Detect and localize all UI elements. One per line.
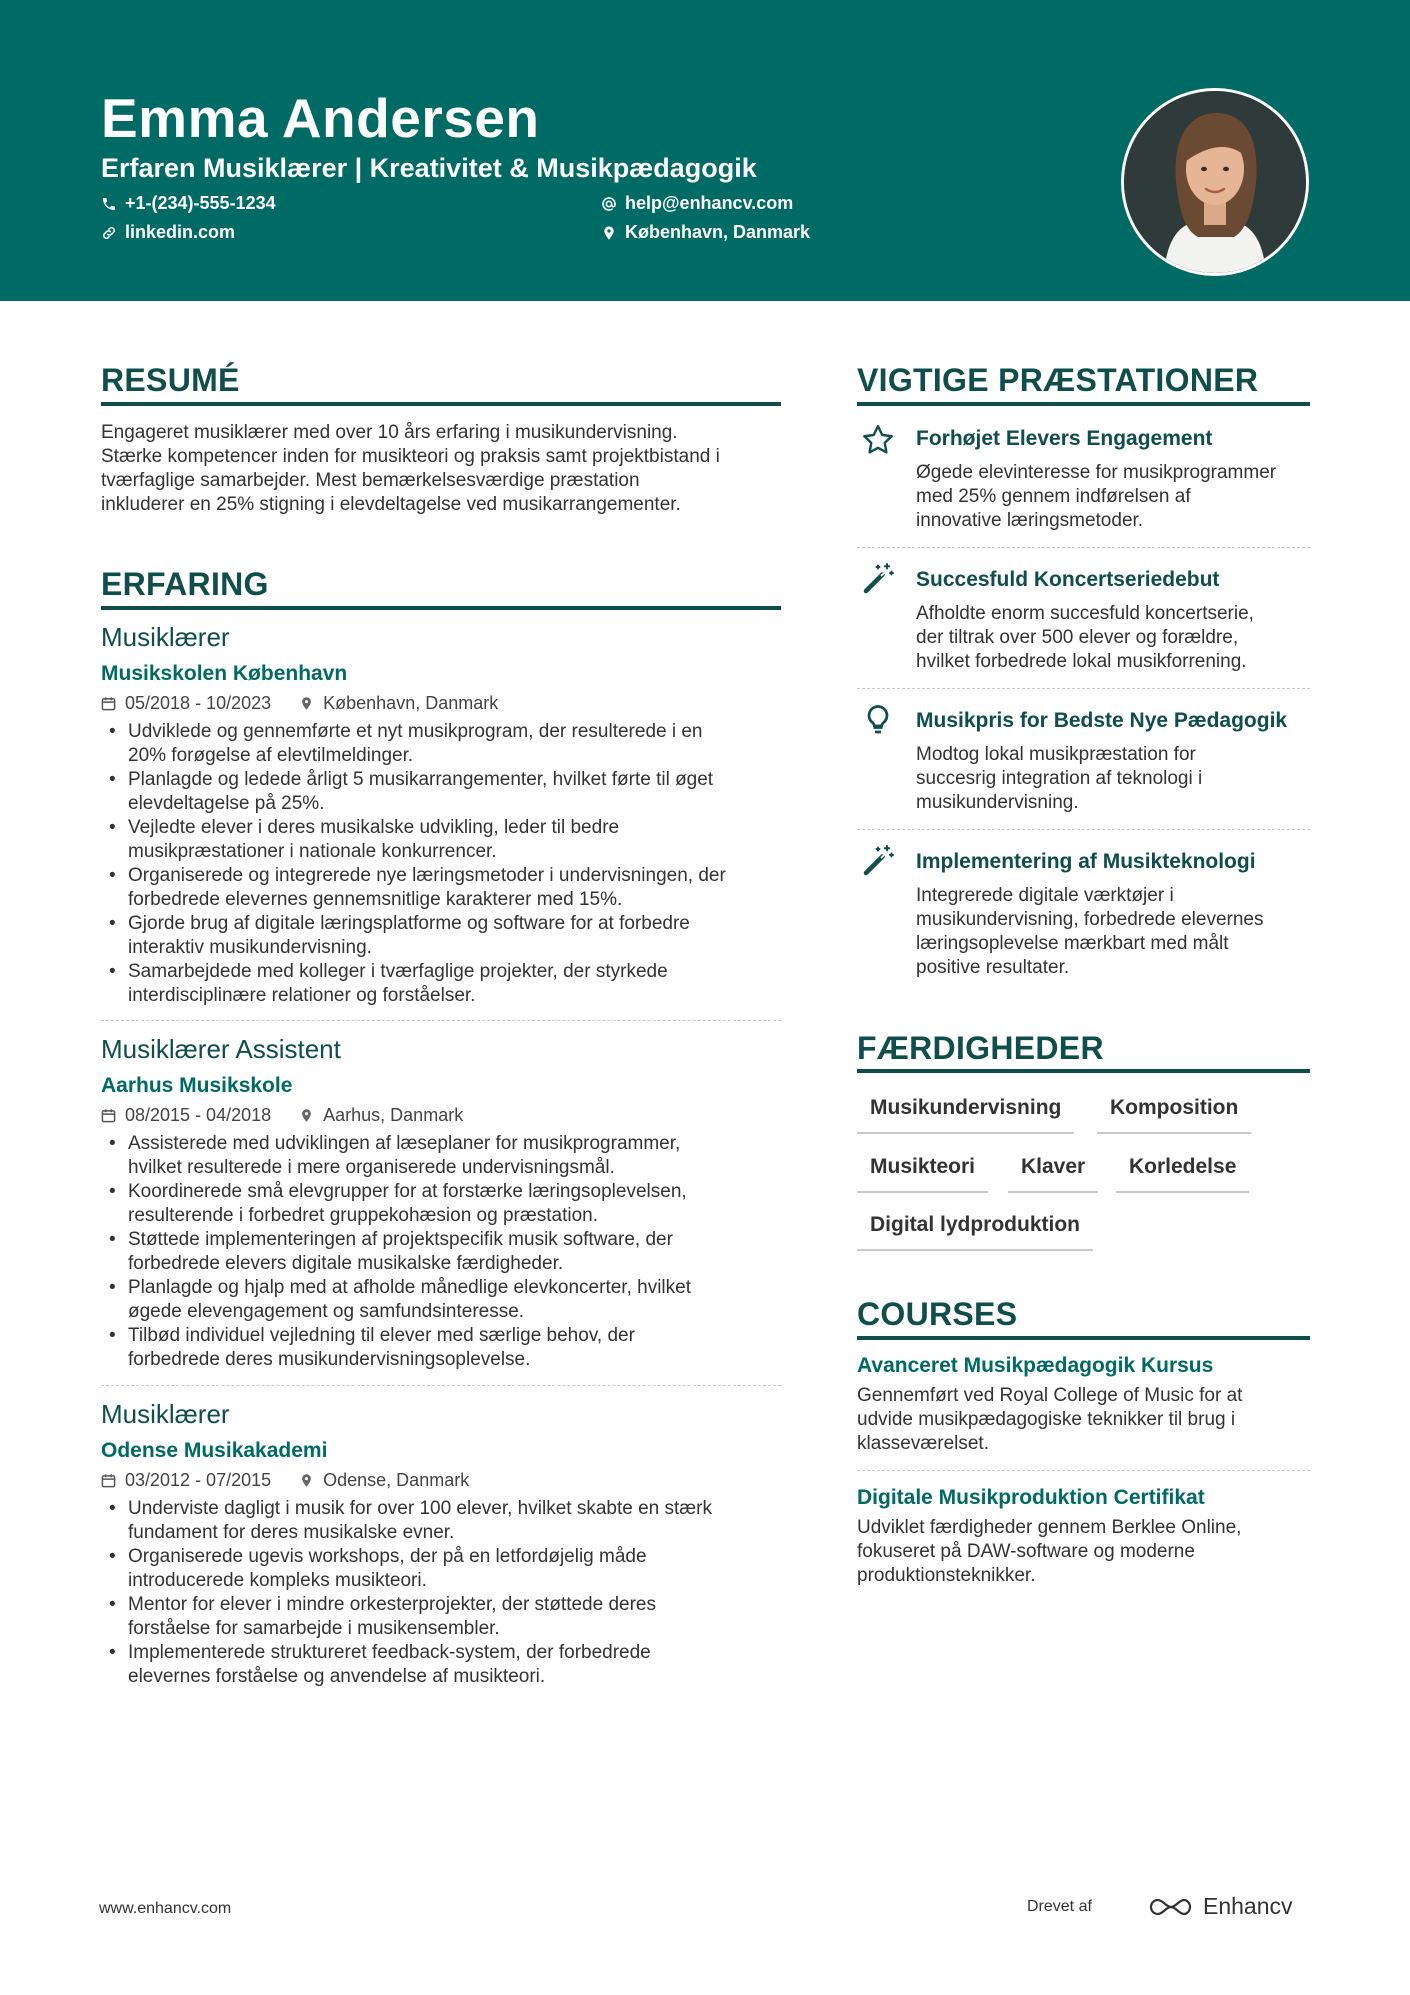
experience-heading: ERFARING [101, 566, 269, 602]
linkedin-text: linkedin.com [125, 222, 236, 242]
skill-tag: Digital lydproduktion [857, 1213, 1093, 1251]
skill-tag: Klaver [1008, 1155, 1098, 1193]
summary-line: tværfaglige samarbejder. Mest bemærkelsesværdige præstation [101, 470, 640, 491]
job-location: Aarhus, Danmark [323, 1105, 464, 1125]
divider [857, 829, 1310, 830]
job-company: Aarhus Musikskole [101, 1074, 293, 1097]
location-pin-icon [299, 1108, 314, 1123]
skills-heading: FÆRDIGHEDER [857, 1030, 1104, 1066]
list-item: • Mentor for elever i mindre orkesterprojekter, der støttede deres forståelse for samarbejde i musikensembler. [101, 1593, 781, 1641]
skill-tag: Komposition [1097, 1096, 1251, 1134]
job-dates: 03/2012 - 07/2015 [125, 1470, 272, 1490]
list-item: • Planlagde og ledede årligt 5 musikarrangementer, hvilket førte til øget elevdeltagelse på 25%. [101, 768, 781, 816]
achievement-title: Forhøjet Elevers Engagement [916, 427, 1213, 450]
list-item: • Assisterede med udviklingen af læseplaner for musikprogrammer, hvilket resulterede i mere organiserede undervisningsmål. [101, 1132, 781, 1180]
course-title: Avanceret Musikpædagogik Kursus [857, 1354, 1214, 1377]
location-pin-icon [601, 225, 617, 241]
job-location: Odense, Danmark [323, 1470, 470, 1490]
list-item: • Planlagde og hjalp med at afholde månedlige elevkoncerter, hvilket øgede elevengagement og samfundsinteresse. [101, 1276, 781, 1324]
course-title: Digitale Musikproduktion Certifikat [857, 1486, 1205, 1509]
list-item: • Implementerede struktureret feedback-system, der forbedrede elevernes forståelse og anvendelse af musikteori. [101, 1641, 781, 1689]
at-icon [601, 196, 617, 212]
job-role: Musiklærer Assistent [101, 1034, 341, 1064]
achievement-desc: Afholdte enorm succesfuld koncertserie, der tiltrak over 500 elever og forældre, hvilket forbedrede lokal musikforrening. [916, 603, 1254, 672]
achievements-rule [857, 402, 1310, 406]
divider [857, 688, 1310, 689]
lightbulb-icon [860, 702, 896, 738]
list-item: • Samarbejdede med kolleger i tværfaglige projekter, der styrkede interdisciplinære relationer og forståelser. [101, 960, 781, 1008]
contact-phone[interactable] [101, 193, 276, 214]
contact-email[interactable] [601, 193, 793, 214]
job-role: Musiklærer [101, 1399, 230, 1429]
summary-line: Stærke kompetencer inden for musikteori og praksis samt projektbistand i [101, 446, 720, 467]
contact-location [601, 222, 810, 243]
experience-rule [101, 606, 781, 610]
list-item: • Underviste dagligt i musik for over 100 elever, hvilket skabte en stærk fundament for deres musikalske evner. [101, 1497, 781, 1545]
achievements-heading: VIGTIGE PRÆSTATIONER [857, 362, 1259, 398]
divider [101, 1020, 781, 1021]
list-item: • Koordinerede små elevgrupper for at forstærke læringsoplevelsen, resulterende i forbedret gruppekohæsion og præstation. [101, 1180, 781, 1228]
list-item: • Organiserede og integrerede nye læringsmetoder i undervisningen, der forbedrede elevernes gennemsnitlige karakterer med 15%. [101, 864, 781, 912]
list-item: • Udviklede og gennemførte et nyt musikprogram, der resulterede i en 20% forøgelse af elevtilmeldinger. [101, 720, 781, 768]
achievement-desc: Modtog lokal musikpræstation for succesrig integration af teknologi i musikundervisning. [916, 744, 1203, 813]
list-item: • Støttede implementeringen af projektspecifik musik software, der forbedrede elevers digitale musikalske færdigheder. [101, 1228, 781, 1276]
list-item: • Vejledte elever i deres musikalske udvikling, leder til bedre musikpræstationer i nationale konkurrencer. [101, 816, 781, 864]
enhancv-brand: Enhancv [1203, 1893, 1293, 1919]
link-icon [101, 225, 117, 241]
enhancv-logo[interactable] [1147, 1893, 1293, 1920]
contact-linkedin[interactable] [101, 222, 235, 243]
skills-rule [857, 1069, 1310, 1073]
job-company: Musikskolen København [101, 662, 348, 685]
list-item: • Gjorde brug af digitale læringsplatforme og software for at forbedre interaktiv musikundervisning. [101, 912, 781, 960]
divider [101, 1385, 781, 1386]
achievement-title: Musikpris for Bedste Nye Pædagogik [916, 709, 1288, 732]
phone-text: +1-(234)-555-1234 [125, 193, 276, 213]
summary-text [101, 421, 801, 517]
job-bullets [101, 1497, 781, 1689]
job-dates: 08/2015 - 04/2018 [125, 1105, 272, 1125]
list-item: • Organiserede ugevis workshops, der på en letfordøjelig måde introducerede kompleks musikteori. [101, 1545, 781, 1593]
summary-line: Engageret musiklærer med over 10 års erfaring i musikundervisning. [101, 422, 678, 443]
header-banner [0, 0, 1410, 301]
magic-wand-icon [860, 561, 896, 597]
phone-icon [101, 196, 117, 212]
divider [857, 1470, 1310, 1471]
calendar-icon [101, 1473, 116, 1488]
job-location: København, Danmark [323, 693, 499, 713]
summary-heading: RESUMÉ [101, 362, 240, 398]
location-text: København, Danmark [625, 222, 811, 242]
star-icon [860, 422, 896, 458]
courses-heading: COURSES [857, 1296, 1018, 1332]
skill-tag: Musikundervisning [857, 1096, 1074, 1134]
footer-powered-by: Drevet af [1027, 1898, 1092, 1915]
summary-line: inkluderer en 25% stigning i elevdeltagelse ved musikarrangementer. [101, 494, 681, 515]
footer-website[interactable]: www.enhancv.com [99, 1900, 232, 1917]
magic-wand-icon [860, 843, 896, 879]
summary-rule [101, 402, 781, 406]
job-meta [101, 1470, 469, 1491]
candidate-tagline: Erfaren Musiklærer | Kreativitet & Musikpædagogik [101, 153, 757, 183]
profile-photo [1121, 88, 1309, 276]
job-dates: 05/2018 - 10/2023 [125, 693, 272, 713]
course-desc: Udviklet færdigheder gennem Berklee Online, fokuseret på DAW-software og moderne produktionsteknikker. [857, 1517, 1242, 1586]
job-bullets [101, 720, 781, 1008]
job-role: Musiklærer [101, 622, 230, 652]
job-bullets [101, 1132, 781, 1372]
calendar-icon [101, 1108, 116, 1123]
list-item: • Tilbød individuel vejledning til elever med særlige behov, der forbedrede deres musikundervisningsoplevelse. [101, 1324, 781, 1372]
location-pin-icon [299, 1473, 314, 1488]
location-pin-icon [299, 696, 314, 711]
achievement-title: Succesfuld Koncertseriedebut [916, 568, 1220, 591]
skill-tag: Musikteori [857, 1155, 988, 1193]
divider [857, 547, 1310, 548]
job-meta [101, 1105, 463, 1126]
achievement-desc: Integrerede digitale værktøjer i musikundervisning, forbedrede elevernes læringsoplevelse mærkbart med målt positive resultater. [916, 885, 1264, 978]
course-desc: Gennemført ved Royal College of Music for at udvide musikpædagogiske teknikker til brug i klasseværelset. [857, 1385, 1243, 1454]
achievement-title: Implementering af Musikteknologi [916, 850, 1256, 873]
candidate-name: Emma Andersen [101, 87, 540, 149]
enhancv-logo-icon [1147, 1895, 1195, 1919]
job-meta [101, 693, 498, 714]
courses-rule [857, 1336, 1310, 1340]
calendar-icon [101, 696, 116, 711]
job-company: Odense Musikakademi [101, 1439, 328, 1462]
achievement-desc: Øgede elevinteresse for musikprogrammer med 25% gennem indførelsen af innovative læringsmetoder. [916, 462, 1277, 531]
skill-tag: Korledelse [1116, 1155, 1249, 1193]
email-text: help@enhancv.com [625, 193, 794, 213]
